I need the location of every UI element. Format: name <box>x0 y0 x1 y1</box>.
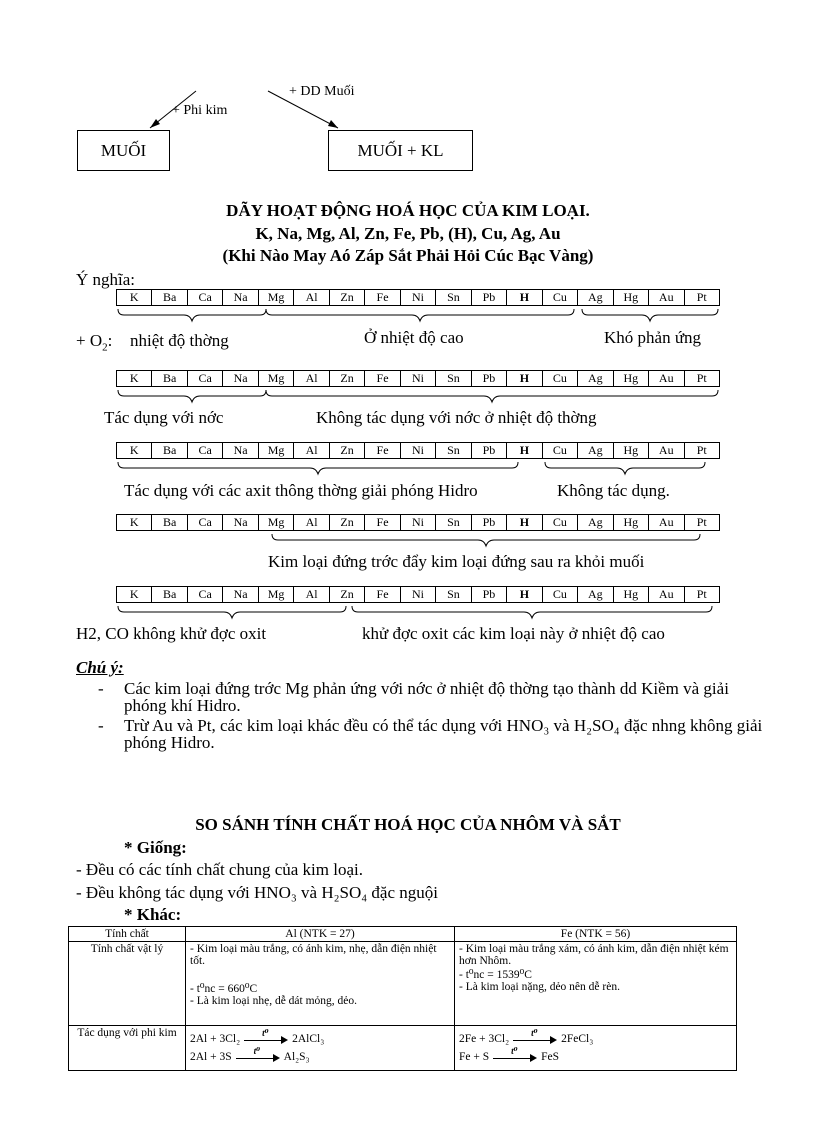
metal-cell: Au <box>649 587 684 602</box>
metal-cell: Cu <box>543 587 578 602</box>
metal-cell: Zn <box>330 443 365 458</box>
metal-cell: Na <box>223 587 258 602</box>
arrow-icon: t⁰ <box>236 1052 280 1062</box>
metal-cell: Mg <box>259 515 294 530</box>
metal-cell: H <box>507 587 542 602</box>
row1-label-c: Khó phản ứng <box>604 328 702 347</box>
metal-cell: Ba <box>152 515 187 530</box>
metal-cell: Na <box>223 515 258 530</box>
metal-cell: H <box>507 290 542 305</box>
notes-title: Chú ý: <box>76 658 124 677</box>
arrow-icon: t⁰ <box>513 1034 557 1044</box>
metal-cell: Mg <box>259 371 294 386</box>
metal-cell: Ni <box>401 443 436 458</box>
al-reactions <box>186 1026 455 1071</box>
fe-physical-line: - Kim loại màu trắng xám, có ánh kim, dẫn điện nhiệt kém hơn Nhôm. <box>459 943 729 967</box>
metal-cell: Cu <box>543 443 578 458</box>
metal-cell: Mg <box>259 443 294 458</box>
al-physical-line: - t⁰nc = 660⁰C <box>190 983 258 995</box>
metal-cell: Ag <box>578 371 613 386</box>
row4-label-a: Kim loại đứng trớc đẩy kim loại đứng sau ra khỏi muối <box>268 552 645 571</box>
box-muoi-kl: MUỐI + KL <box>328 130 473 171</box>
metal-cell: K <box>117 371 152 386</box>
metal-cell: Sn <box>436 587 471 602</box>
table-header-row <box>69 927 737 942</box>
metal-cell: H <box>507 443 542 458</box>
metal-cell: Mg <box>259 290 294 305</box>
metal-cell: Pb <box>472 587 507 602</box>
metal-cell: Pt <box>696 443 707 457</box>
metal-cell: Ni <box>401 515 436 530</box>
metal-cell: Cu <box>543 290 578 305</box>
fe-physical <box>455 942 737 1026</box>
metal-cell: K <box>117 515 152 530</box>
metal-cell: Fe <box>365 443 400 458</box>
metal-cell: Ba <box>152 290 187 305</box>
metal-cell: K <box>117 587 152 602</box>
metal-cell: Ba <box>152 443 187 458</box>
metal-cell: Pb <box>472 290 507 305</box>
row5-label-a: H2, CO không khử đợc oxit <box>76 624 267 643</box>
meaning-label: Ý nghĩa: <box>76 270 136 289</box>
activity-title: DÃY HOẠT ĐỘNG HOÁ HỌC CỦA KIM LOẠI. <box>226 201 590 220</box>
metal-cell: H <box>507 371 542 386</box>
metal-cell: K <box>117 290 152 305</box>
metal-cell: Pb <box>472 515 507 530</box>
header-property: Tính chất <box>69 927 186 942</box>
label-dd-muoi: + DD Muối <box>289 84 355 99</box>
metal-cell: Zn <box>330 587 365 602</box>
metal-cell: Hg <box>614 290 649 305</box>
metal-cell: Mg <box>259 587 294 602</box>
label-phi-kim: + Phi kim <box>172 103 228 118</box>
reaction-equation: 2Al + 3Cl₂ t⁰ 2AlCl₃ <box>190 1028 325 1045</box>
compare-title: SO SÁNH TÍNH CHẤT HOÁ HỌC CỦA NHÔM VÀ SẮT <box>195 815 621 834</box>
metal-cell: Au <box>649 371 684 386</box>
metal-cell: Ba <box>152 587 187 602</box>
metal-cell: Al <box>294 290 329 305</box>
al-physical-line: - Kim loại màu trắng, có ánh kim, nhẹ, dẫn điện nhiệt tốt. <box>190 943 437 967</box>
metal-cell: Na <box>223 371 258 386</box>
metal-cell: Hg <box>614 371 649 386</box>
metal-cell: Hg <box>614 587 649 602</box>
same-item: - Đều có các tính chất chung của kim loại. <box>76 860 363 879</box>
metal-cell: Ca <box>188 587 223 602</box>
metal-cell: Ca <box>188 371 223 386</box>
table-row <box>69 1026 737 1071</box>
metal-cell: Ni <box>401 371 436 386</box>
same-heading: * Giống: <box>124 838 187 857</box>
row2-label-b: Không tác dụng với nớc ở nhiệt độ thờng <box>316 408 597 427</box>
row1-label-b: Ở nhiệt độ cao <box>364 328 464 347</box>
metal-cell: Ni <box>401 290 436 305</box>
metal-cell: Sn <box>436 371 471 386</box>
note-item: - Trừ Au và Pt, các kim loại khác đều có thể tác dụng với HNO₃ và H₂SO₄ đặc nhng không giải phóng Hidro. <box>98 717 768 751</box>
metal-cell: Ag <box>578 443 613 458</box>
row1-label-a: nhiệt độ thờng <box>130 331 229 350</box>
activity-mnemonic: (Khi Nào May Aó Záp Sắt Phải Hỏi Cúc Bạc Vàng) <box>222 246 594 265</box>
metal-cell: Au <box>649 290 684 305</box>
row2-label-a: Tác dụng với nớc <box>104 408 224 427</box>
row5-label-b: khử đợc oxit các kim loại này ở nhiệt độ cao <box>362 624 665 643</box>
metal-cell: Al <box>294 443 329 458</box>
row3-label-b: Không tác dụng. <box>557 481 670 500</box>
metal-cell: Sn <box>436 515 471 530</box>
metal-cell: Au <box>649 515 684 530</box>
fe-physical-line: - Là kim loại nặng, dẻo nên dễ rèn. <box>459 981 620 993</box>
metal-cell: Fe <box>365 290 400 305</box>
metal-cell: Na <box>223 290 258 305</box>
metal-cell: Cu <box>543 515 578 530</box>
notes-list <box>98 680 768 754</box>
al-physical <box>186 942 455 1026</box>
box-muoi: MUỐI <box>77 130 170 171</box>
header-fe: Fe (NTK = 56) <box>455 927 737 942</box>
metal-cell: Pt <box>696 290 707 304</box>
metal-cell: Pt <box>696 587 707 601</box>
metal-cell: Ca <box>188 443 223 458</box>
metal-cell: Sn <box>436 443 471 458</box>
metal-cell: Pb <box>472 371 507 386</box>
metal-cell: Fe <box>365 371 400 386</box>
arrow-icon: t⁰ <box>244 1034 288 1044</box>
arrow-icon: t⁰ <box>493 1052 537 1062</box>
metal-cell: Ca <box>188 515 223 530</box>
metal-cell: K <box>117 443 152 458</box>
header-al: Al (NTK = 27) <box>186 927 455 942</box>
metal-cell: Pb <box>472 443 507 458</box>
reaction-equation: 2Fe + 3Cl₂ t⁰ 2FeCl₃ <box>459 1028 594 1045</box>
metal-cell: H <box>507 515 542 530</box>
diff-heading: * Khác: <box>124 905 182 924</box>
row3-label-a: Tác dụng với các axit thông thờng giải phóng Hidro <box>124 481 478 500</box>
note-item: - Các kim loại đứng trớc Mg phản ứng với nớc ở nhiệt độ thờng tạo thành dd Kiềm và giải phóng khí Hidro. <box>98 680 768 714</box>
metal-cell: Al <box>294 515 329 530</box>
reaction-equation: Fe + S t⁰ FeS <box>459 1046 560 1063</box>
metal-cell: Cu <box>543 371 578 386</box>
metal-cell: Zn <box>330 290 365 305</box>
metal-cell: Ca <box>188 290 223 305</box>
metal-cell: Fe <box>365 515 400 530</box>
metal-cell: Zn <box>330 515 365 530</box>
table-row <box>69 942 737 1026</box>
metal-cell: Na <box>223 443 258 458</box>
metal-cell: Ag <box>578 587 613 602</box>
metal-cell: Au <box>649 443 684 458</box>
reaction-equation: 2Al + 3S t⁰ Al₂S₃ <box>190 1046 310 1063</box>
metal-cell: Hg <box>614 443 649 458</box>
metal-cell: Pt <box>696 515 707 529</box>
row1-label-o2: + $O_2$: <box>76 331 113 354</box>
metal-cell: Pt <box>696 371 707 385</box>
comparison-table <box>68 926 737 1071</box>
fe-reactions <box>455 1026 737 1071</box>
metal-cell: Fe <box>365 587 400 602</box>
metal-cell: Ni <box>401 587 436 602</box>
metal-cell: Ag <box>578 515 613 530</box>
metal-cell: Zn <box>330 371 365 386</box>
metal-cell: Ag <box>578 290 613 305</box>
metal-cell: Al <box>294 371 329 386</box>
fe-physical-line: - t⁰nc = 1539⁰C <box>459 969 532 981</box>
metal-cell: Sn <box>436 290 471 305</box>
metal-cell: Ba <box>152 371 187 386</box>
metal-cell: Hg <box>614 515 649 530</box>
activity-series-text: K, Na, Mg, Al, Zn, Fe, Pb, (H), Cu, Ag, Au <box>255 224 561 243</box>
al-physical-line: - Là kim loại nhẹ, dễ dát mỏng, dẻo. <box>190 995 358 1007</box>
same-item: - Đều không tác dụng với HNO₃ và H₂SO₄ đặc nguội <box>76 883 438 902</box>
row-label-nonmetal: Tác dụng với phi kim <box>69 1026 186 1071</box>
row-label-physical: Tính chất vật lý <box>69 942 186 1026</box>
metal-cell: Al <box>294 587 329 602</box>
